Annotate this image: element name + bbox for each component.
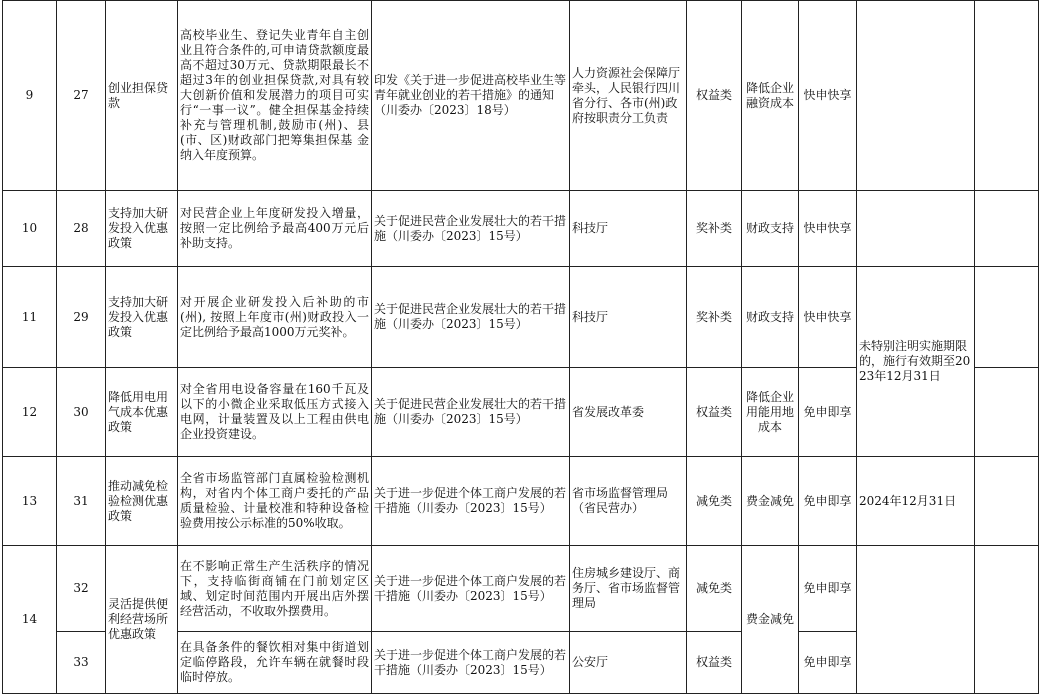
- policy-no-cell: 29: [57, 267, 106, 368]
- policy-category-cell: 降低企业融资成本: [742, 1, 799, 191]
- extra-cell: [975, 546, 1039, 694]
- apply-mode-cell: 免申即享: [799, 546, 857, 632]
- validity-cell: [857, 546, 975, 694]
- policy-name-cell: 灵活提供便利经营场所优惠政策: [106, 546, 178, 694]
- apply-mode-cell: 免申即享: [799, 457, 857, 546]
- seq-cell: 12: [3, 368, 57, 457]
- policy-type-cell: 奖补类: [687, 267, 742, 368]
- policy-category-cell: 财政支持: [742, 191, 799, 267]
- apply-mode-cell: 快申快享: [799, 191, 857, 267]
- apply-mode-cell: 快申快享: [799, 1, 857, 191]
- policy-type-cell: 权益类: [687, 368, 742, 457]
- policy-basis-cell: 印发《关于进一步促进高校毕业生等青年就业创业的若干措施》的通知（川委办〔2023〕18号）: [372, 1, 570, 191]
- policy-type-cell: 权益类: [687, 1, 742, 191]
- extra-cell: [975, 191, 1039, 267]
- policy-no-cell: 27: [57, 1, 106, 191]
- policy-category-cell: 降低企业用能用地成本: [742, 368, 799, 457]
- policy-basis-cell: 关于促进民营企业发展壮大的若干措施（川委办〔2023〕15号）: [372, 267, 570, 368]
- policy-type-cell: 减免类: [687, 546, 742, 632]
- policy-content-cell: 对开展企业研发投入后补助的市(州), 按照上年度市(州)财政投入一定比例给予最高1000万元奖补。: [178, 267, 372, 368]
- responsible-dept-cell: 科技厅: [570, 267, 687, 368]
- extra-cell: [975, 267, 1039, 368]
- validity-cell: [857, 191, 975, 267]
- policy-content-cell: 高校毕业生、登记失业青年自主创业且符合条件的,可申请贷款额度最高不超过30万元、贷款期限最长不超过3年的创业担保贷款,对具有较大创新价值和发展潜力的项目可实行“一事一议”。健全担保基金持续补充与管理机制,鼓励市(州)、县(市、区)财政部门把筹集担保基 金纳入年度预算。: [178, 1, 372, 191]
- policy-name-cell: 支持加大研发投入优惠政策: [106, 267, 178, 368]
- validity-cell: 2024年12月31日: [857, 457, 975, 546]
- policy-type-cell: 奖补类: [687, 191, 742, 267]
- responsible-dept-cell: 省市场监督管理局（省民营办）: [570, 457, 687, 546]
- policy-no-cell: 33: [57, 632, 106, 694]
- seq-cell: 9: [3, 1, 57, 191]
- responsible-dept-cell: 公安厅: [570, 632, 687, 694]
- validity-cell: [857, 1, 975, 191]
- policy-no-cell: 31: [57, 457, 106, 546]
- seq-cell: 13: [3, 457, 57, 546]
- policy-no-cell: 28: [57, 191, 106, 267]
- apply-mode-cell: 快申快享: [799, 267, 857, 368]
- responsible-dept-cell: 科技厅: [570, 191, 687, 267]
- policy-content-cell: 对民营企业上年度研发投入增量，按照一定比例给予最高400万元后补助支持。: [178, 191, 372, 267]
- policy-table: [2, 0, 1039, 694]
- policy-basis-cell: 关于促进民营企业发展壮大的若干措施（川委办〔2023〕15号）: [372, 368, 570, 457]
- table-row: [3, 457, 1039, 546]
- table-row: [3, 546, 1039, 632]
- extra-cell: [975, 1, 1039, 191]
- policy-name-cell: 创业担保贷款: [106, 1, 178, 191]
- extra-cell: [975, 368, 1039, 457]
- policy-content-cell: 在不影响正常生产生活秩序的情况下，支持临街商铺在门前划定区域、划定时间范围内开展出店外摆经营活动，不收取外摆费用。: [178, 546, 372, 632]
- policy-category-cell: 费金减免: [742, 546, 799, 694]
- shared-validity-note: 未特别注明实施期限的，施行有效期至2023年12月31日: [857, 267, 975, 457]
- seq-cell: 14: [3, 546, 57, 694]
- policy-basis-cell: 关于进一步促进个体工商户发展的若干措施（川委办〔2023〕15号）: [372, 546, 570, 632]
- policy-content-cell: 对全省用电设备容量在160千瓦及以下的小微企业采取低压方式接入电网，计量装置及以上工程由供电企业投资建设。: [178, 368, 372, 457]
- responsible-dept-cell: 人力资源社会保障厅牵头，人民银行四川省分行、各市(州)政府按职责分工负责: [570, 1, 687, 191]
- policy-basis-cell: 关于进一步促进个体工商户发展的若干措施（川委办〔2023〕15号）: [372, 632, 570, 694]
- policy-no-cell: 32: [57, 546, 106, 632]
- table-row: [3, 267, 1039, 368]
- policy-type-cell: 权益类: [687, 632, 742, 694]
- seq-cell: 11: [3, 267, 57, 368]
- responsible-dept-cell: 省发展改革委: [570, 368, 687, 457]
- policy-basis-cell: 关于进一步促进个体工商户发展的若干措施（川委办〔2023〕15号）: [372, 457, 570, 546]
- extra-cell: [975, 457, 1039, 546]
- seq-cell: 10: [3, 191, 57, 267]
- policy-name-cell: 推动减免检验检测优惠政策: [106, 457, 178, 546]
- policy-category-cell: 费金减免: [742, 457, 799, 546]
- policy-basis-cell: 关于促进民营企业发展壮大的若干措施（川委办〔2023〕15号）: [372, 191, 570, 267]
- policy-no-cell: 30: [57, 368, 106, 457]
- policy-name-cell: 支持加大研发投入优惠政策: [106, 191, 178, 267]
- apply-mode-cell: 免申即享: [799, 368, 857, 457]
- responsible-dept-cell: 住房城乡建设厅、商务厅、省市场监督管理局: [570, 546, 687, 632]
- table-row: [3, 1, 1039, 191]
- table-row: [3, 191, 1039, 267]
- policy-content-cell: 全省市场监管部门直属检验检测机构，对省内个体工商户委托的产品质量检验、计量校准和特种设备检验费用按公示标准的50%收取。: [178, 457, 372, 546]
- policy-type-cell: 减免类: [687, 457, 742, 546]
- policy-content-cell: 在具备条件的餐饮相对集中街道划定临停路段，允许车辆在就餐时段临时停放。: [178, 632, 372, 694]
- policy-category-cell: 财政支持: [742, 267, 799, 368]
- policy-name-cell: 降低用电用气成本优惠政策: [106, 368, 178, 457]
- apply-mode-cell: 免申即享: [799, 632, 857, 694]
